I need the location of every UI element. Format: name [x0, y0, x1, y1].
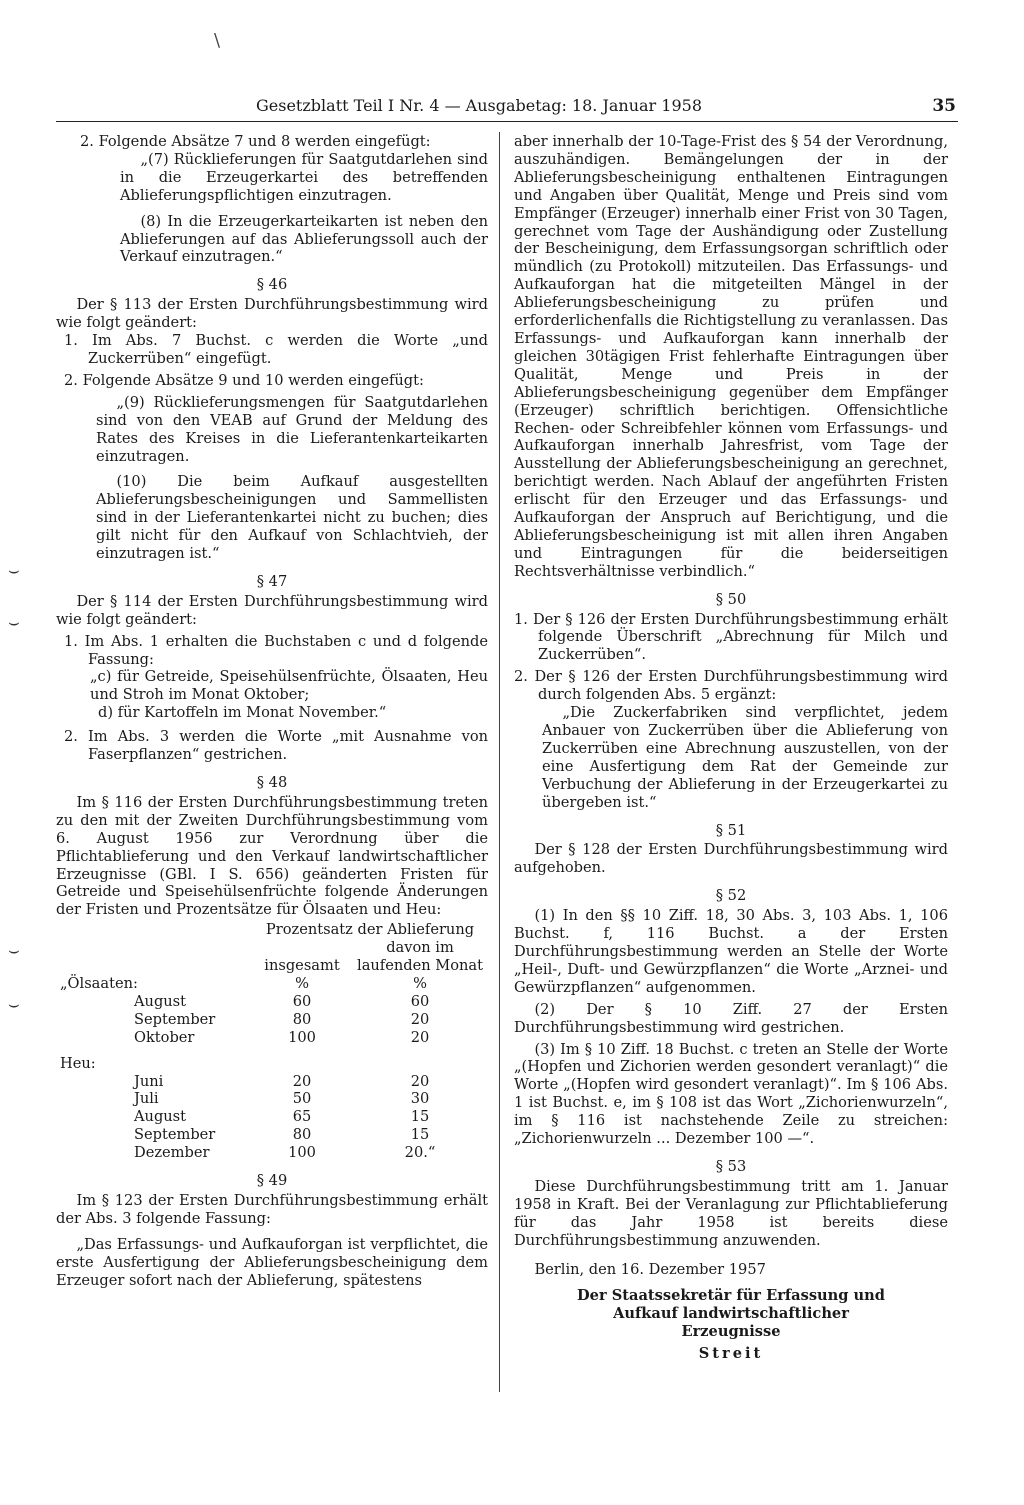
table-row [56, 1108, 488, 1126]
table-cell: 20 [410, 1072, 430, 1090]
table-cell: Oktober [134, 1028, 195, 1046]
table-unit: % [413, 974, 427, 992]
header-title: Gesetzblatt Teil I Nr. 4 — Ausgabetag: 18. Januar 1958 [256, 96, 703, 115]
margin-check-icon: ⌣ [8, 612, 20, 633]
table-row [56, 993, 488, 1011]
percentage-table [56, 921, 488, 1162]
list-item: 2. Folgende Absätze 7 und 8 werden eingefügt: [80, 133, 431, 150]
section-heading: § 52 [715, 887, 747, 905]
section-heading: § 46 [256, 276, 288, 294]
table-row [56, 1073, 488, 1091]
table-cell: August [134, 992, 187, 1010]
right-column [514, 133, 948, 1363]
quoted-paragraph: (10) Die beim Aufkauf ausgestellten Ablieferungsbescheinigungen und Sammellisten sind in der Lieferantenkartei nicht zu buchen; dies gilt nicht für den Aufkauf von Schlachtvieh, der einzutragen ist.“ [96, 473, 488, 563]
table-cell: 20 [292, 1072, 312, 1090]
paragraph: Diese Durchführungsbestimmung tritt am 1. Januar 1958 in Kraft. Bei der Veranlagung zur Pflichtablieferung für das Jahr 1958 ist bereits diese Durchführungsbestimmung anzuwenden. [514, 1177, 948, 1249]
paragraph: (3) Im § 10 Ziff. 18 Buchst. c treten an Stelle der Worte „(Hopfen und Zichorien werden gesondert veranlagt)“ die Worte „(Hopfen wird gesondert veranlagt)“. Im § 106 Abs. 1 ist Buchst. e, im § 108 ist das Wort „Zichorienwurzeln“, im § 116 ist nachstehende Zeile zu streichen: „Zichorienwurzeln ... Dezember 100 —“. [514, 1040, 948, 1148]
table-cell: Dezember [134, 1144, 210, 1162]
paragraph: Im § 123 der Ersten Durchführungsbestimmung erhält der Abs. 3 folgende Fassung: [56, 1191, 488, 1227]
table-cell: August [134, 1108, 187, 1126]
table-cell: 50 [292, 1090, 312, 1108]
table-cell: Juli [134, 1090, 159, 1108]
table-cell: 65 [292, 1108, 312, 1126]
table-cell: 15 [410, 1126, 430, 1144]
list-item: 2. Der § 126 der Ersten Durchführungsbestimmung wird durch folgenden Abs. 5 ergänzt: [514, 668, 948, 704]
section-heading: § 50 [715, 590, 747, 608]
left-column [56, 133, 488, 1289]
table-header: insgesamt [264, 957, 340, 975]
table-header: davon im laufenden Monat [357, 939, 483, 975]
table-unit: % [295, 974, 309, 992]
margin-check-icon: ⌣ [8, 560, 20, 581]
section-heading: § 51 [715, 821, 747, 839]
signatory-name: Streit [698, 1345, 764, 1363]
quoted-paragraph: „Das Erfassungs- und Aufkauforgan ist verpflichtet, die erste Ausfertigung der Ablieferungsbescheinigung dem Erzeuger sofort nach der Ablieferung, spätestens [56, 1235, 488, 1289]
paragraph: (2) Der § 10 Ziff. 27 der Ersten Durchführungsbestimmung wird gestrichen. [514, 1000, 948, 1036]
paragraph: Der § 114 der Ersten Durchführungsbestimmung wird wie folgt geändert: [56, 592, 488, 628]
table-row [56, 1011, 488, 1029]
paragraph: Der § 113 der Ersten Durchführungsbestimmung wird wie folgt geändert: [56, 296, 488, 332]
table-cell: September [134, 1126, 216, 1144]
quoted-paragraph: aber innerhalb der 10-Tage-Frist des § 54 der Verordnung, auszuhändigen. Bemängelungen der in der Ablieferungsbescheinigung enthaltenen Eintragungen und Angaben über Qualität, Menge und Preis sind vom Empfänger (Erzeuger) innerhalb einer Frist von 30 Tagen, gerechnet vom Tage der Aushändigung oder Zustellung der Bescheinigung, dem Erfassungsorgan schriftlich oder mündlich (zu Protokoll) mitzuteilen. Das Erfassungs- und Aufkauforgan hat die mitgeteilten Mängel in der Ablieferungsbescheinigung zu prüfen und erforderlichenfalls die Richtigstellung zu veranlassen. Das Erfassungs- und Aufkauforgan kann innerhalb der gleichen 30tägigen Frist fehlerhafte Eintragungen über Qualität, Menge und Preis in der Ablieferungsbescheinigung gegenüber dem Empfänger (Erzeuger) schriftlich berichtigen. Offensichtliche Rechen- oder Schreibfehler können vom Erfassungs- und Aufkauforgan innerhalb Jahresfrist, vom Tage der Ausstellung der Ablieferungsbescheinigung an gerechnet, berichtigt werden. Nach Ablauf der angeführten Fristen erlischt für den Erzeuger und das Erfassungs- und Aufkauforgan der Anspruch auf Berichtigung, und die Ablieferungsbescheinigung ist mit allen ihren Angaben und Eintragungen für die beiderseitigen Rechtsverhältnisse verbindlich.“ [514, 133, 948, 580]
page-header [56, 96, 956, 122]
quoted-paragraph: „Die Zuckerfabriken sind verpflichtet, jedem Anbauer von Zuckerrüben über die Ablieferung von Zuckerrüben eine Abrechnung auszustellen, von der eine Ausfertigung dem Rat der Gemeinde zur Verbuchung der Ablieferung in der Erzeugerkartei zu übergeben ist.“ [542, 704, 948, 811]
signatory-title: Der Staatssekretär für Erfassung und Aufkauf landwirtschaftlicher Erzeugnisse [577, 1287, 885, 1341]
table-cell: 20.“ [404, 1144, 436, 1162]
paragraph: Der § 128 der Ersten Durchführungsbestimmung wird aufgehoben. [514, 841, 948, 877]
table-cell: 20 [410, 1010, 430, 1028]
table-cell: 15 [410, 1108, 430, 1126]
section-heading: § 53 [715, 1157, 747, 1175]
table-cell: 100 [288, 1028, 316, 1046]
table-cell: 30 [410, 1090, 430, 1108]
margin-check-icon: ⌣ [8, 994, 20, 1015]
margin-check-icon: ⌣ [8, 940, 20, 961]
table-cell: September [134, 1010, 216, 1028]
place-date: Berlin, den 16. Dezember 1957 [534, 1261, 766, 1279]
list-item: 2. Folgende Absätze 9 und 10 werden eingefügt: [64, 371, 424, 389]
section-heading: § 49 [256, 1172, 288, 1190]
quoted-item: d) für Kartoffeln im Monat November.“ [98, 704, 387, 722]
page-number: 35 [932, 96, 956, 116]
table-row [56, 1144, 488, 1162]
table-cell: 60 [292, 992, 312, 1010]
paragraph: (1) In den §§ 10 Ziff. 18, 30 Abs. 3, 103 Abs. 1, 106 Buchst. f, 116 Buchst. a der Ersten Durchführungsbestimmung werden an Stelle der Worte „Heil-, Duft- und Gewürzpflanzen“ die Worte „Arznei- und Gewürzpflanzen“ aufgenommen. [514, 907, 948, 996]
list-item: 2. Im Abs. 3 werden die Worte „mit Ausnahme von Faserpflanzen“ gestrichen. [64, 728, 488, 764]
list-item: 1. Im Abs. 7 Buchst. c werden die Worte „und Zuckerrüben“ eingefügt. [64, 332, 488, 367]
table-group-label: „Ölsaaten: [60, 974, 138, 992]
list-item: 1. Der § 126 der Ersten Durchführungsbestimmung erhält folgende Überschrift „Abrechnung für Milch und Zuckerrüben“. [514, 610, 948, 664]
header-rule [56, 121, 958, 122]
table-cell: Juni [134, 1072, 164, 1090]
table-cell: 20 [410, 1028, 430, 1046]
table-cell: 80 [292, 1126, 312, 1144]
quoted-item: „c) für Getreide, Speisehülsenfrüchte, Ölsaaten, Heu und Stroh im Monat Oktober; [90, 668, 488, 704]
table-row [56, 1090, 488, 1108]
table-row [56, 1029, 488, 1047]
table-cell: 80 [292, 1010, 312, 1028]
list-item: 1. Im Abs. 1 erhalten die Buchstaben c und d folgende Fassung: [64, 632, 488, 668]
paragraph: Im § 116 der Ersten Durchführungsbestimmung treten zu den mit der Zweiten Durchführungsbestimmung vom 6. August 1956 zur Verordnung über die Pflichtablieferung und den Verkauf landwirtschaftlicher Erzeugnisse (GBl. I S. 656) geänderten Fristen für Getreide und Speisehülsenfrüchte folgende Änderungen der Fristen und Prozentsätze für Ölsaaten und Heu: [56, 793, 488, 919]
table-cell: 100 [288, 1144, 316, 1162]
quoted-paragraph: (8) In die Erzeugerkarteikarten ist neben den Ablieferungen auf das Ablieferungssoll auch der Verkauf einzutragen.“ [120, 212, 488, 266]
table-group-label: Heu: [60, 1054, 96, 1072]
section-heading: § 47 [256, 572, 288, 590]
column-divider [499, 132, 500, 1392]
table-row [56, 1126, 488, 1144]
quoted-paragraph: „(7) Rücklieferungen für Saatgutdarlehen sind in die Erzeugerkartei des betreffenden Ablieferungspflichtigen einzutragen. [120, 150, 488, 204]
table-cell: 60 [410, 992, 430, 1010]
section-heading: § 48 [256, 774, 288, 791]
quoted-paragraph: „(9) Rücklieferungsmengen für Saatgutdarlehen sind von den VEAB auf Grund der Meldung des Rates des Kreises in die Lieferantenkarteikarten einzutragen. [96, 393, 488, 465]
table-header: Prozentsatz der Ablieferung [265, 921, 475, 939]
scan-mark: \ [214, 30, 221, 51]
